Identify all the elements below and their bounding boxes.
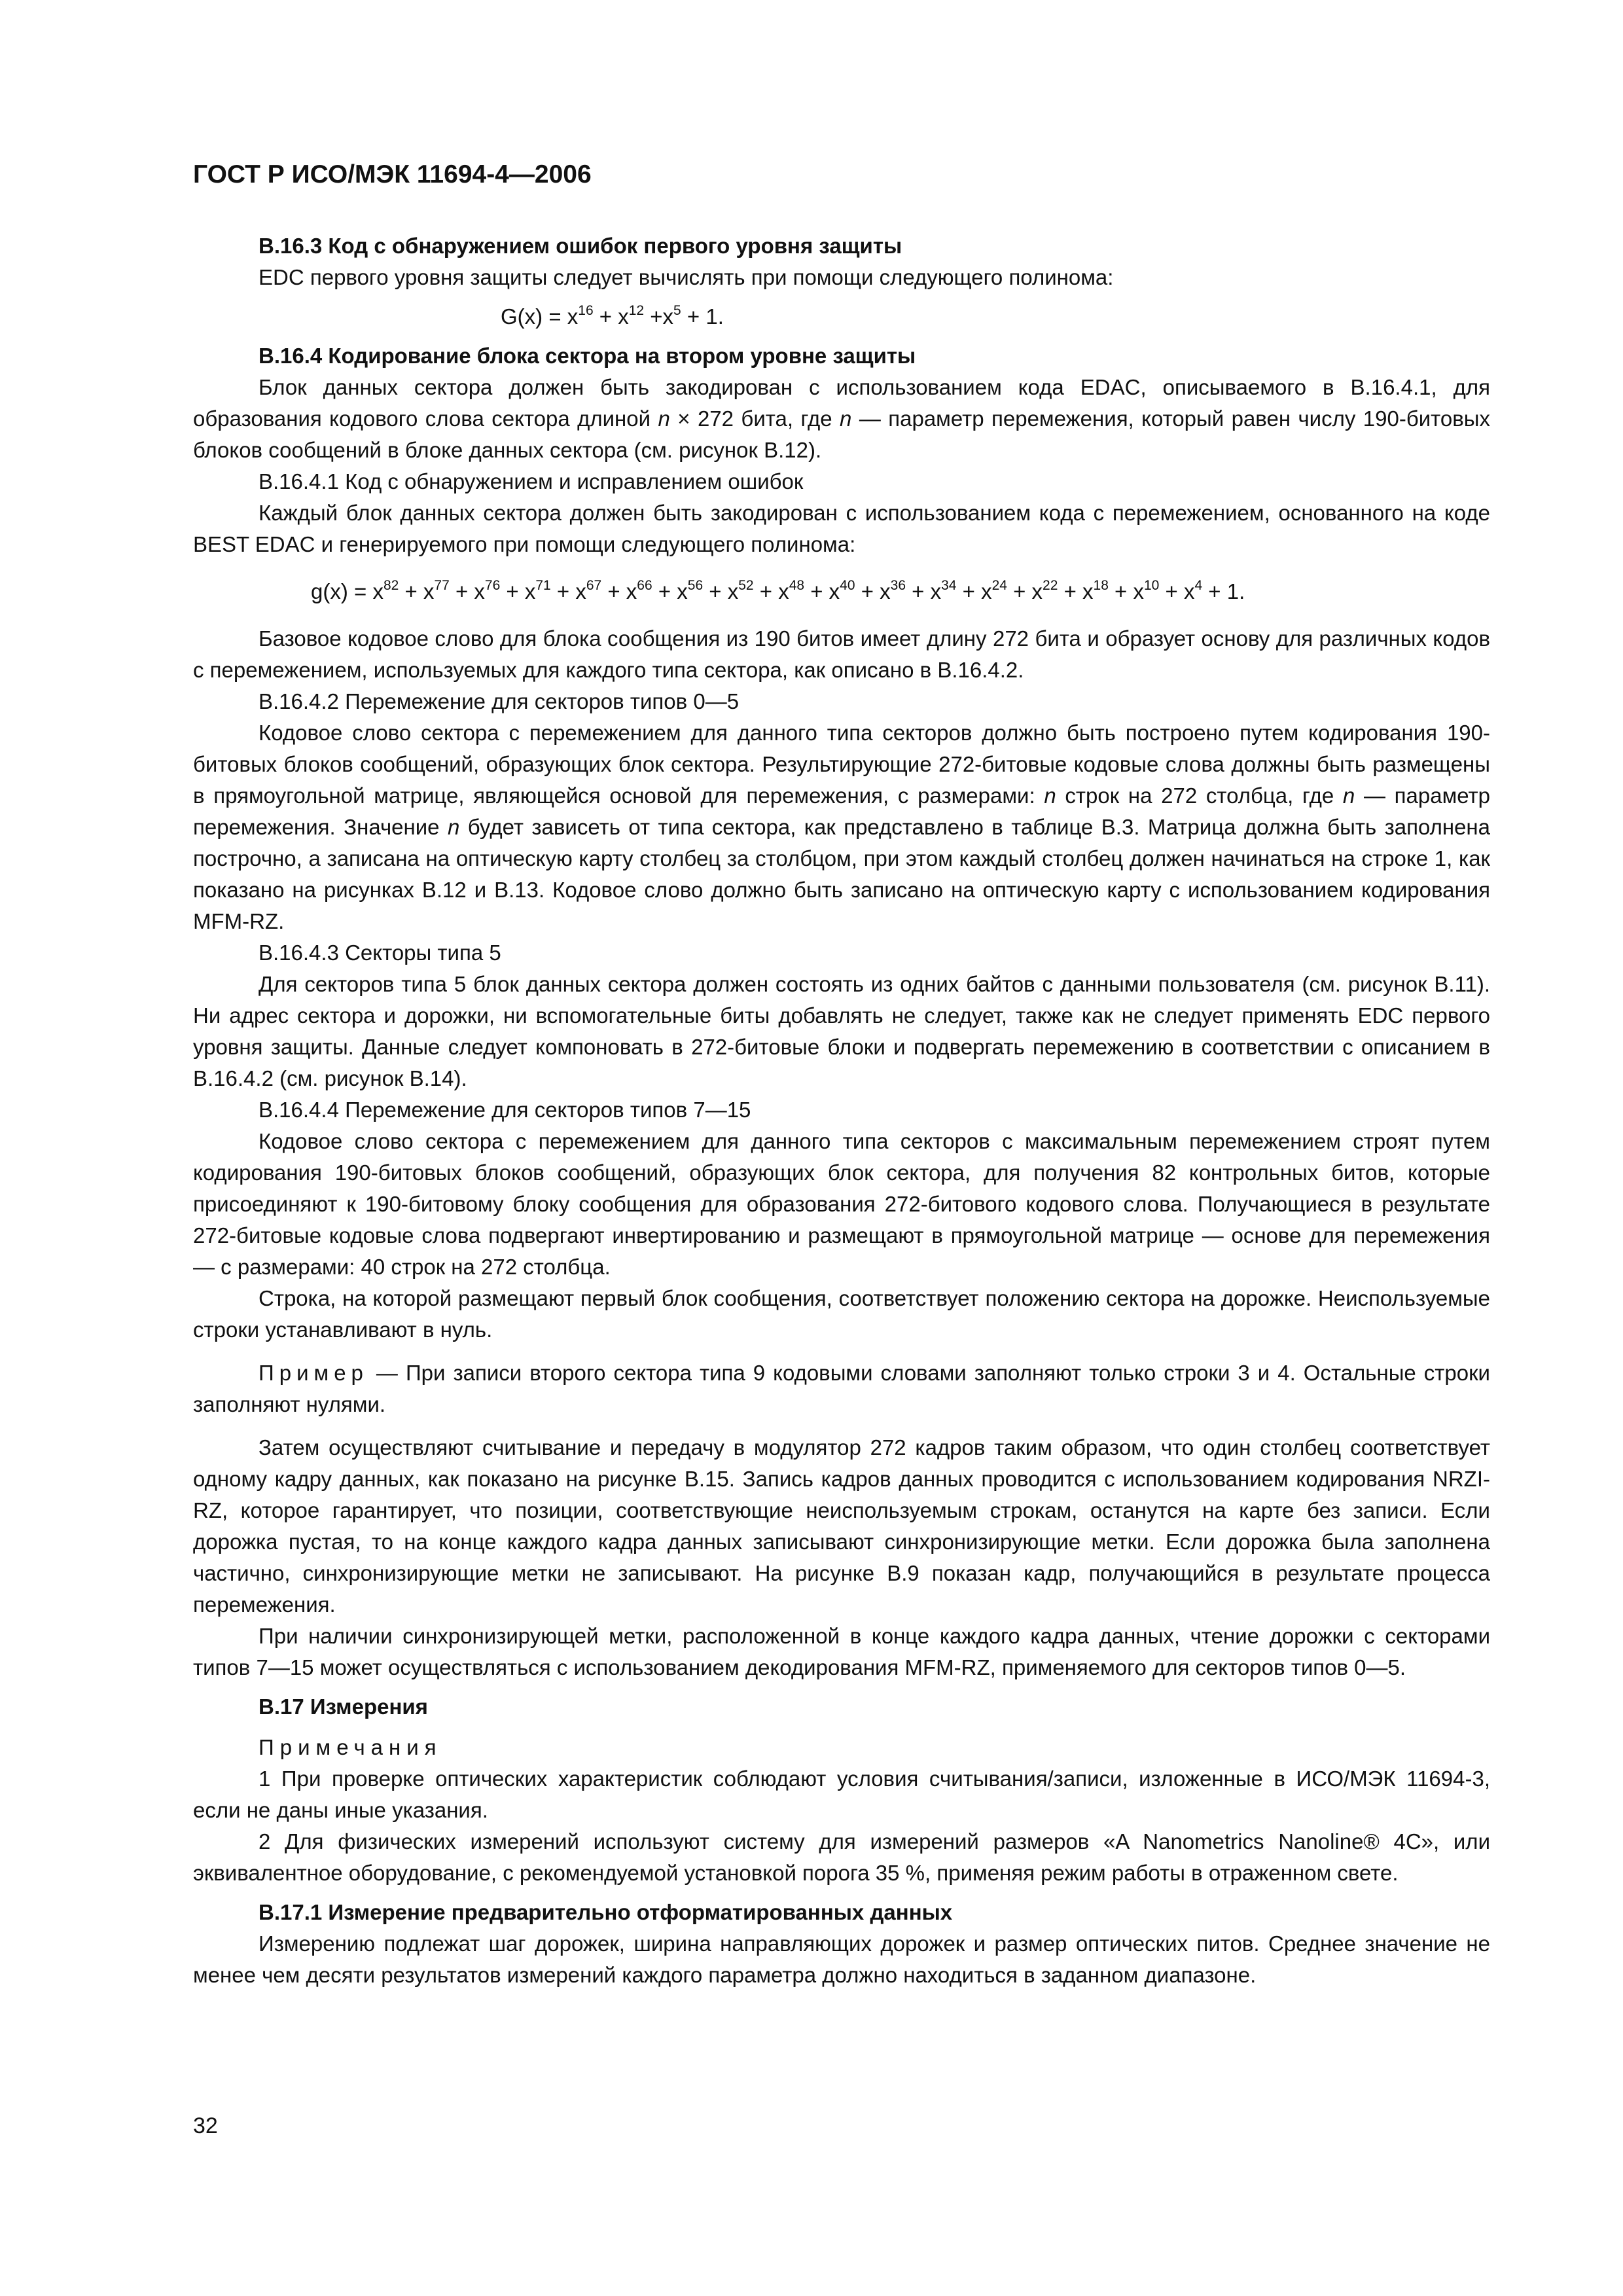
formula-g-polynomial: $G(x) = x^{16} + x^{12} +x^5 + 1$. <box>501 303 724 329</box>
heading-b164: В.16.4 Кодирование блока сектора на втором уровне защиты <box>259 344 916 368</box>
paragraph-b1644-1: Кодовое слово сектора с перемежением для данного типа секторов с максимальным перемежением строят путем кодирования 190-битовых блоков сообщений, образующих блок сектора, для получения 82 контрольных битов, которые присоединяют к 190-битовому блоку сообщения для образования 272-битового кодового слова. Получающиеся в результате 272-битовые кодовые слова подвергают инвертированию и размещают в прямоугольной матрице — основе для перемежения — с размерами: 40 строк на 272 столбца. <box>193 1129 1490 1279</box>
formula-exponent: 48 <box>789 578 805 593</box>
formula-operator: + 1. <box>1202 579 1245 603</box>
heading-b17: В.17 Измерения <box>259 1695 428 1719</box>
page-number: 32 <box>193 2113 218 2138</box>
formula-exponent: 34 <box>941 578 957 593</box>
formula-exponent: 66 <box>637 578 652 593</box>
formula-exponent: 4 <box>1194 578 1203 593</box>
formula-operator: + x <box>1007 579 1043 603</box>
paragraph-b1643: Для секторов типа 5 блок данных сектора должен состоять из одних байтов с данными пользователя (см. рисунок В.11). Ни адрес сектора и дорожки, ни вспомогательные биты добавлять не следует, также как не следует применять EDC первого уровня защиты. Данные следует компоновать в 272-битовые блоки и подвергать перемежению в соответствии с описанием в В.16.4.2 (см. рисунок В.14). <box>193 972 1490 1090</box>
paragraph-b1644-2: Строка, на которой размещают первый блок сообщения, соответствует положению сектора на дорожке. Неиспользуемые строки устанавливают в нуль. <box>193 1286 1490 1342</box>
formula-exponent: 77 <box>434 578 450 593</box>
paragraph-b1641: Каждый блок данных сектора должен быть закодирован с использованием кода с перемежением, основанного на коде BEST EDAC и генерируемого при помощи следующего полинома: <box>193 501 1490 556</box>
formula-operator: + x <box>1108 579 1144 603</box>
formula-operator: + x <box>500 579 536 603</box>
formula-operator: + x <box>449 579 485 603</box>
note-2: 2 Для физических измерений используют систему для измерений размеров «A Nanometrics Nanoline® 4C», или эквивалентное оборудование, с рекомендуемой установкой порога 35 %, применяя режим работы в отраженном свете. <box>193 1829 1490 1885</box>
formula-exponent: 56 <box>687 578 704 593</box>
paragraph-b164: Блок данных сектора должен быть закодирован с использованием кода EDAC, описываемого в В.16.4.1, для образования кодового слова сектора длиной n × 272 бита, где n — параметр перемежения, который равен числу 190-битовых блоков сообщений в блоке данных сектора (см. рисунок В.12). <box>193 375 1490 462</box>
formula-exponent: 82 <box>383 578 399 593</box>
formula-exponent: 22 <box>1043 578 1058 593</box>
formula-exponent: 71 <box>535 578 551 593</box>
formula-exponent: 10 <box>1143 578 1160 593</box>
heading-b163: В.16.3 Код с обнаружением ошибок первого уровня защиты <box>259 234 902 258</box>
formula-exponent: 67 <box>586 578 602 593</box>
formula-operator: + x <box>703 579 739 603</box>
subheading-b1641: В.16.4.1 Код с обнаружением и исправлением ошибок <box>259 469 804 493</box>
paragraph-b1642: Кодовое слово сектора с перемежением для данного типа секторов должно быть построено путем кодирования 190-битовых блоков сообщений, образующих блок сектора. Результирующие 272-битовые кодовые слова должны быть размещены в прямоугольной матрице, являющейся основой для перемежения, с размерами: n строк на 272 столбца, где n — параметр перемежения. Значение n будет зависеть от типа сектора, как представлено в таблице В.3. Матрица должна быть заполнена построчно, а записана на оптическую карту столбец за столбцом, при этом каждый столбец должен начинаться на строке 1, как показано на рисунках В.12 и В.13. Кодовое слово должно быть записано на оптическую карту с использованием кодирования MFM-RZ. <box>193 721 1490 933</box>
example-note: Пример — При записи второго сектора типа 9 кодовыми словами заполняют только строки 3 и 4. Остальные строки заполняют нулями. <box>193 1361 1490 1416</box>
formula-operator: + x <box>956 579 992 603</box>
notes-label: Примечания <box>259 1735 442 1759</box>
paragraph-base-codeword: Базовое кодовое слово для блока сообщения из 190 битов имеет длину 272 бита и образует основу для различных кодов с перемежением, используемых для каждого типа сектора, как описано в В.16.4.2. <box>193 626 1490 682</box>
formula-exponent: 76 <box>484 578 501 593</box>
formula-operator: + x <box>855 579 891 603</box>
formula-g-generator-polynomial: $g(x) = x^{82} + x^{77} + x^{76} + x^{71} + x^{67} + x^{66} + x^{56} + x^{52} + x^{48} + x^{40} + x^{36} + x^{34} + x^{24} + x^{22} + x^{18} + x^{10} + x^4 + 1$. <box>311 578 1245 603</box>
formula-operator: + x <box>1159 579 1195 603</box>
formula-operator: + x <box>601 579 637 603</box>
formula-exponent: 18 <box>1093 578 1109 593</box>
paragraph-readout: Затем осуществляют считывание и передачу в модулятор 272 кадров таким образом, что один столбец соответствует одному кадру данных, как показано на рисунке В.15. Запись кадров данных проводится с использованием кодирования NRZI-RZ, которое гарантирует, что позиции, соответствующие неиспользуемым строкам, останутся на карте без записи. Если дорожка пустая, то на конце каждого кадра данных записывают синхронизирующие метки. Если дорожка была заполнена частично, синхронизирующие метки не записывают. На рисунке В.9 показан кадр, получающийся в результате процесса перемежения. <box>193 1435 1490 1617</box>
formula-operator: + x <box>906 579 942 603</box>
subheading-b1644: В.16.4.4 Перемежение для секторов типов 7—15 <box>259 1098 751 1122</box>
document-header-title: ГОСТ Р ИСО/МЭК 11694-4—2006 <box>193 160 592 188</box>
formula-operator: + x <box>1058 579 1094 603</box>
note-1: 1 При проверке оптических характеристик соблюдают условия считывания/записи, изложенные в ИСО/МЭК 11694-3, если не даны иные указания. <box>193 1767 1490 1822</box>
paragraph-sync-mark: При наличии синхронизирующей метки, расположенной в конце каждого кадра данных, чтение дорожки с секторами типов 7—15 может осуществляться с использованием декодирования MFM-RZ, применяемого для секторов типов 0—5. <box>193 1624 1490 1679</box>
subheading-b1643: В.16.4.3 Секторы типа 5 <box>259 941 501 965</box>
formula-exponent: 52 <box>738 578 754 593</box>
paragraph-b163: EDC первого уровня защиты следует вычислять при помощи следующего полинома: <box>259 265 1114 289</box>
formula-operator: + x <box>804 579 840 603</box>
subheading-b1642: В.16.4.2 Перемежение для секторов типов 0—5 <box>259 689 740 713</box>
formula-exponent: 24 <box>991 578 1007 593</box>
formula-exponent: 36 <box>890 578 906 593</box>
formula-operator: + x <box>652 579 688 603</box>
formula-operator: + x <box>753 579 789 603</box>
document-body <box>193 230 1490 1991</box>
formula-exponent: 40 <box>840 578 855 593</box>
heading-b171: В.17.1 Измерение предварительно отформатированных данных <box>259 1900 953 1924</box>
formula-operator: + x <box>550 579 586 603</box>
formula-operator: + x <box>399 579 435 603</box>
paragraph-b171: Измерению подлежат шаг дорожек, ширина направляющих дорожек и размер оптических питов. Среднее значение не менее чем десяти результатов измерений каждого параметра должно находиться в заданном диапазоне. <box>193 1931 1490 1987</box>
